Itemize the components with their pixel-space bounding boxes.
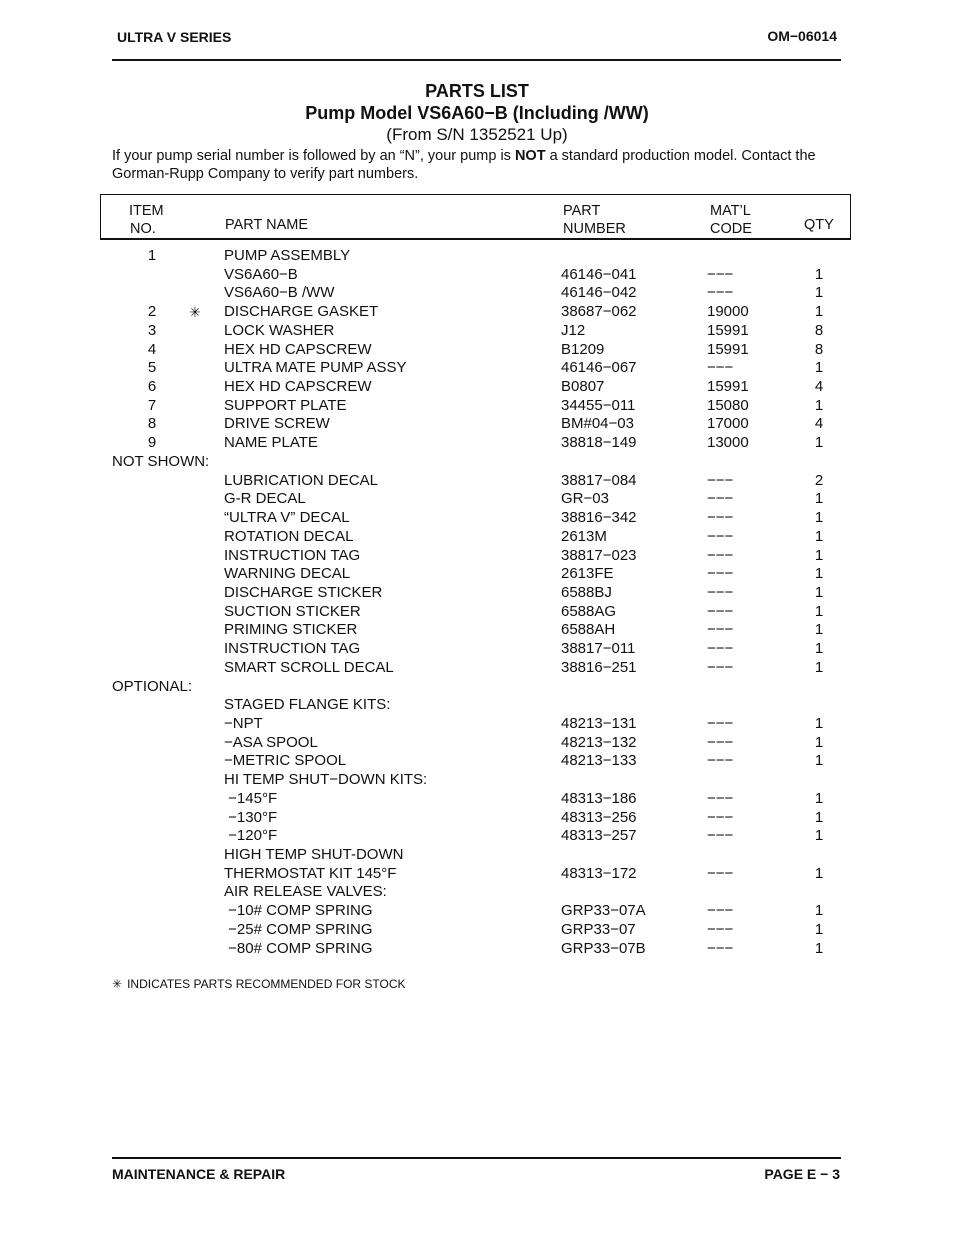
table-row xyxy=(0,528,954,547)
column-part-line1: PART xyxy=(563,203,601,219)
part-name: THERMOSTAT KIT 145°F xyxy=(224,864,397,882)
column-part-number xyxy=(563,202,626,238)
material-code: −−− xyxy=(707,471,734,489)
part-name: −80# COMP SPRING xyxy=(224,939,373,957)
item-number: 9 xyxy=(147,434,157,452)
column-item-no xyxy=(129,202,164,238)
serial-range-subtitle: (From S/N 1352521 Up) xyxy=(386,125,568,144)
material-code: 15080 xyxy=(707,396,749,414)
table-row xyxy=(0,247,954,266)
table-row xyxy=(0,341,954,360)
table-row xyxy=(0,940,954,959)
quantity: 8 xyxy=(814,321,824,339)
table-row xyxy=(0,771,954,790)
material-code: −−− xyxy=(707,359,734,377)
table-row xyxy=(0,883,954,902)
material-code: 17000 xyxy=(707,415,749,433)
part-number: 38817−084 xyxy=(561,471,637,489)
part-number: 6588BJ xyxy=(561,583,612,601)
quantity: 1 xyxy=(814,396,824,414)
quantity: 1 xyxy=(814,715,824,732)
material-code: −−− xyxy=(707,583,734,601)
part-number: GRP33−07B xyxy=(561,939,646,957)
part-number: GR−03 xyxy=(561,490,609,508)
stock-footnote xyxy=(112,977,406,991)
item-number: 4 xyxy=(147,340,157,358)
material-code: −−− xyxy=(707,509,734,527)
table-row xyxy=(0,715,954,734)
column-qty: QTY xyxy=(804,217,834,233)
table-row xyxy=(0,303,954,322)
table-row xyxy=(0,415,954,434)
part-number: 48313−257 xyxy=(561,827,637,845)
part-name: HEX HD CAPSCREW xyxy=(224,378,372,396)
part-name: −25# COMP SPRING xyxy=(224,920,373,938)
column-header-bar xyxy=(100,194,851,240)
part-number: 48313−172 xyxy=(561,864,637,882)
running-header-doc-number: OM−06014 xyxy=(767,28,837,44)
part-name: DRIVE SCREW xyxy=(224,415,330,433)
table-row xyxy=(0,846,954,865)
part-number: B1209 xyxy=(561,340,605,358)
table-row xyxy=(0,266,954,285)
material-code: −−− xyxy=(707,808,734,826)
footer-rule xyxy=(112,1157,841,1159)
intro-paragraph xyxy=(112,147,852,183)
part-number: 48213−133 xyxy=(561,752,637,770)
quantity: 1 xyxy=(814,808,824,826)
part-name: HIGH TEMP SHUT-DOWN xyxy=(224,846,404,864)
footnote-text: INDICATES PARTS RECOMMENDED FOR STOCK xyxy=(127,977,406,991)
part-number: 46146−067 xyxy=(561,359,637,377)
header-rule xyxy=(112,59,841,61)
table-row xyxy=(0,790,954,809)
part-number: 6588AG xyxy=(561,602,617,620)
part-number: 38687−062 xyxy=(561,303,637,321)
part-number: 48313−256 xyxy=(561,808,637,826)
quantity: 8 xyxy=(814,340,824,358)
quantity: 1 xyxy=(814,789,824,807)
column-item-line1: ITEM xyxy=(129,203,164,219)
quantity: 1 xyxy=(814,434,824,452)
column-part-line2: NUMBER xyxy=(563,221,626,237)
quantity: 1 xyxy=(814,621,824,639)
part-number: 38817−023 xyxy=(561,546,637,564)
column-mat-line1: MAT’L xyxy=(710,203,751,219)
column-mat-line2: CODE xyxy=(710,221,752,237)
section-heading-row xyxy=(0,678,954,697)
material-code: −−− xyxy=(707,621,734,639)
material-code: 19000 xyxy=(707,303,749,321)
item-number: 1 xyxy=(147,247,157,264)
part-name: INSTRUCTION TAG xyxy=(224,546,361,564)
part-name: −145°F xyxy=(224,789,278,807)
quantity: 1 xyxy=(814,602,824,620)
quantity: 4 xyxy=(814,378,824,396)
table-row xyxy=(0,322,954,341)
part-number: 34455−011 xyxy=(561,396,636,414)
table-row xyxy=(0,490,954,509)
running-header-series: ULTRA V SERIES xyxy=(117,29,232,45)
part-name: VS6A60−B xyxy=(224,265,298,283)
quantity: 4 xyxy=(814,415,824,433)
table-row xyxy=(0,865,954,884)
quantity: 1 xyxy=(814,265,824,283)
part-name: G-R DECAL xyxy=(224,490,306,508)
part-name: PRIMING STICKER xyxy=(224,621,358,639)
quantity: 1 xyxy=(814,303,824,321)
quantity: 1 xyxy=(814,939,824,957)
part-number: 48213−131 xyxy=(561,715,637,732)
material-code: −−− xyxy=(707,789,734,807)
part-name: −130°F xyxy=(224,808,278,826)
table-row xyxy=(0,472,954,491)
material-code: 15991 xyxy=(707,340,749,358)
quantity: 1 xyxy=(814,490,824,508)
material-code: 15991 xyxy=(707,378,749,396)
material-code: −−− xyxy=(707,602,734,620)
material-code: −−− xyxy=(707,864,734,882)
quantity: 1 xyxy=(814,527,824,545)
table-row xyxy=(0,696,954,715)
material-code: −−− xyxy=(707,827,734,845)
part-number: 6588AH xyxy=(561,621,616,639)
part-name: INSTRUCTION TAG xyxy=(224,640,361,658)
part-name: ULTRA MATE PUMP ASSY xyxy=(224,359,407,377)
quantity: 1 xyxy=(814,546,824,564)
part-name: −ASA SPOOL xyxy=(224,733,318,751)
table-row xyxy=(0,659,954,678)
table-row xyxy=(0,584,954,603)
quantity: 1 xyxy=(814,583,824,601)
section-heading: NOT SHOWN: xyxy=(112,452,210,470)
material-code: −−− xyxy=(707,565,734,583)
quantity: 1 xyxy=(814,733,824,751)
material-code: −−− xyxy=(707,527,734,545)
quantity: 1 xyxy=(814,902,824,920)
table-row xyxy=(0,378,954,397)
material-code: −−− xyxy=(707,939,734,957)
material-code: −−− xyxy=(707,265,734,283)
intro-emphasis: NOT xyxy=(514,148,546,164)
part-name: −NPT xyxy=(224,715,263,732)
part-name: DISCHARGE STICKER xyxy=(224,583,383,601)
quantity: 1 xyxy=(814,509,824,527)
part-name: SMART SCROLL DECAL xyxy=(224,658,394,676)
part-name: ROTATION DECAL xyxy=(224,527,354,545)
part-number: GRP33−07A xyxy=(561,902,646,920)
material-code: −−− xyxy=(707,752,734,770)
material-code: −−− xyxy=(707,902,734,920)
column-part-name: PART NAME xyxy=(225,217,308,233)
part-number: BM#04−03 xyxy=(561,415,634,433)
item-number: 5 xyxy=(147,359,157,377)
quantity: 1 xyxy=(814,752,824,770)
item-number: 8 xyxy=(147,415,157,433)
part-number: 2613FE xyxy=(561,565,614,583)
table-row xyxy=(0,434,954,453)
part-name: NAME PLATE xyxy=(224,434,318,452)
part-name: STAGED FLANGE KITS: xyxy=(224,696,391,714)
part-name: −METRIC SPOOL xyxy=(224,752,347,770)
material-code: −−− xyxy=(707,733,734,751)
material-code: −−− xyxy=(707,284,734,302)
table-row xyxy=(0,565,954,584)
part-name: LUBRICATION DECAL xyxy=(224,471,378,489)
material-code: −−− xyxy=(707,640,734,658)
table-row xyxy=(0,547,954,566)
material-code: −−− xyxy=(707,658,734,676)
part-name: WARNING DECAL xyxy=(224,565,351,583)
stock-asterisk-icon: ✳ xyxy=(189,304,201,321)
part-number: 46146−042 xyxy=(561,284,637,302)
part-name: HEX HD CAPSCREW xyxy=(224,340,372,358)
quantity: 1 xyxy=(814,565,824,583)
item-number: 7 xyxy=(147,396,157,414)
item-number: 3 xyxy=(147,321,157,339)
quantity: 1 xyxy=(814,359,824,377)
footer-section: MAINTENANCE & REPAIR xyxy=(112,1166,286,1182)
table-row xyxy=(0,397,954,416)
material-code: −−− xyxy=(707,490,734,508)
pump-model-title: Pump Model VS6A60−B (Including /WW) xyxy=(305,103,649,123)
page-title: PARTS LIST xyxy=(425,81,529,101)
section-heading-row xyxy=(0,453,954,472)
table-row xyxy=(0,752,954,771)
part-number: 38818−149 xyxy=(561,434,637,452)
quantity: 1 xyxy=(814,658,824,676)
table-row xyxy=(0,284,954,303)
material-code: 13000 xyxy=(707,434,749,452)
part-name: LOCK WASHER xyxy=(224,321,335,339)
part-number: 2613M xyxy=(561,527,607,545)
part-name: PUMP ASSEMBLY xyxy=(224,247,351,264)
table-row xyxy=(0,509,954,528)
part-number: 38816−342 xyxy=(561,509,637,527)
intro-text-before: If your pump serial number is followed by an “N”, your pump is xyxy=(112,148,515,164)
part-number: B0807 xyxy=(561,378,605,396)
quantity: 1 xyxy=(814,640,824,658)
part-number: 38817−011 xyxy=(561,640,636,658)
item-number: 6 xyxy=(147,378,157,396)
column-material-code xyxy=(710,202,752,238)
material-code: 15991 xyxy=(707,321,749,339)
part-name: SUPPORT PLATE xyxy=(224,396,347,414)
table-row xyxy=(0,921,954,940)
table-row xyxy=(0,603,954,622)
table-row xyxy=(0,734,954,753)
material-code: −−− xyxy=(707,920,734,938)
item-number: 2 xyxy=(147,303,157,321)
quantity: 1 xyxy=(814,920,824,938)
part-number: 38816−251 xyxy=(561,658,637,676)
part-name: HI TEMP SHUT−DOWN KITS: xyxy=(224,771,428,789)
table-row xyxy=(0,902,954,921)
part-name: “ULTRA V” DECAL xyxy=(224,509,350,527)
material-code: −−− xyxy=(707,715,734,732)
material-code: −−− xyxy=(707,546,734,564)
part-name: DISCHARGE GASKET xyxy=(224,303,379,321)
part-name: −120°F xyxy=(224,827,278,845)
quantity: 2 xyxy=(814,471,824,489)
column-item-line2: NO. xyxy=(130,221,156,237)
part-number: 48213−132 xyxy=(561,733,637,751)
part-name: AIR RELEASE VALVES: xyxy=(224,883,387,901)
table-row xyxy=(0,359,954,378)
table-row xyxy=(0,621,954,640)
footer-page-number: PAGE E − 3 xyxy=(764,1166,840,1182)
quantity: 1 xyxy=(814,864,824,882)
part-name: −10# COMP SPRING xyxy=(224,902,373,920)
part-number: J12 xyxy=(561,321,586,339)
section-heading: OPTIONAL: xyxy=(112,677,193,695)
table-row xyxy=(0,640,954,659)
part-name: SUCTION STICKER xyxy=(224,602,361,620)
part-number: 46146−041 xyxy=(561,265,637,283)
table-row xyxy=(0,809,954,828)
table-row xyxy=(0,827,954,846)
part-name: VS6A60−B /WW xyxy=(224,284,335,302)
quantity: 1 xyxy=(814,827,824,845)
part-number: GRP33−07 xyxy=(561,920,636,938)
asterisk-icon: ✳ xyxy=(112,977,123,991)
part-number: 48313−186 xyxy=(561,789,637,807)
quantity: 1 xyxy=(814,284,824,302)
intro-text-after: a standard production model. Contact the Gorman-Rupp Company to verify part numbers. xyxy=(112,148,816,182)
